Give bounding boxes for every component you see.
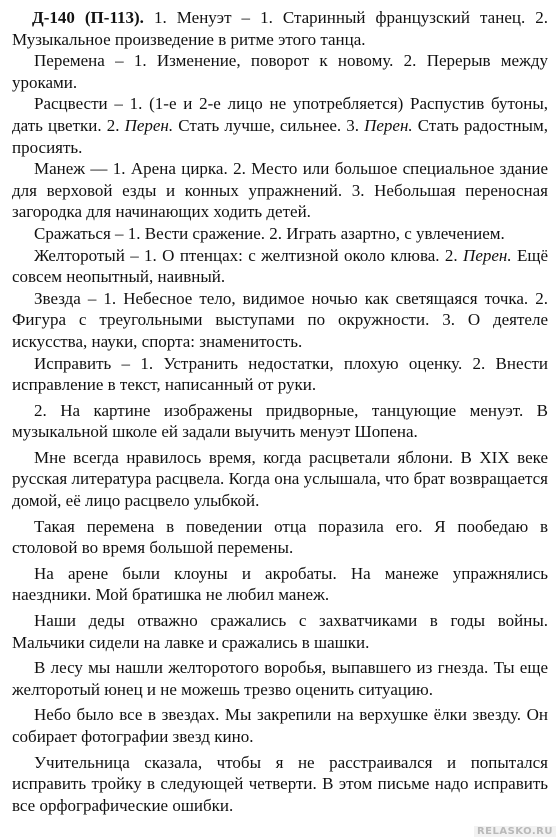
definition-entry-zheltorotyj <box>12 245 548 288</box>
example-paragraph-p2-7: Небо было все в звездах. Мы закрепили на верхушке ёлки звезду. Он собирает фотографии звезд кино. <box>12 705 548 746</box>
definition-entry-manezh <box>12 158 548 223</box>
definition-entry-peremena <box>12 50 548 93</box>
example-paragraph-p2-8: Учительница сказала, чтобы я не расстраивался и попытался исправить тройку в следующей четверти. В этом письме надо исправить все орфографические ошибки. <box>12 752 548 815</box>
definition-entry-menuet <box>12 7 548 50</box>
definition-entry-ispravit <box>12 353 548 396</box>
definition-text: Звезда – 1. Небесное тело, видимое ночью как светящаяся точка. 2. Фигура с треугольными выступами по окружности. 3. О деятеле искусства, науки, спорта: знаменитость. <box>12 288 548 351</box>
site-watermark: RELASKO.RU <box>474 826 556 837</box>
example-paragraph-p2-1: 2. На картине изображены придворные, танцующие менуэт. В музыкальной школе ей задали выучить менуэт Шопена. <box>12 400 548 442</box>
definition-text: 1. Менуэт – 1. Старинный французский танец. 2. Музыкальное произведение в ритме этого танца. <box>12 8 548 49</box>
dictionary-section <box>12 7 548 396</box>
example-paragraph-p2-3: Такая перемена в поведении отца поразила его. Я пообедаю в столовой во время большой перемены. <box>12 516 548 558</box>
example-paragraph-p2-4: На арене были клоуны и акробаты. На манеже упражнялись наездники. Мой братишка не любил манеж. <box>12 563 548 605</box>
definition-text: Исправить – 1. Устранить недостатки, плохую оценку. 2. Внести исправление в текст, написанный от руки. <box>12 353 548 395</box>
definition-text: Сражаться – 1. Вести сражение. 2. Играть азартно, с увлечением. <box>34 223 505 243</box>
example-paragraph-p2-6: В лесу мы нашли желторотого воробья, выпавшего из гнезда. Ты еще желторотый юнец и не можешь трезво оценить ситуацию. <box>12 658 548 699</box>
definition-text: Желторотый – 1. О птенцах: с желтизной около клюва. 2. <box>34 245 464 265</box>
definition-entry-srazhatsya <box>12 223 548 245</box>
figurative-mark: Перен. <box>463 245 512 265</box>
definition-entry-zvezda <box>12 288 548 353</box>
definition-text: Стать лучше, сильнее. 3. <box>173 115 365 135</box>
example-paragraph-p2-2: Мне всегда нравилось время, когда расцветали яблони. В XIX веке русская литература расцвела. Когда она услышала, что брат возвращается домой, её лицо расцвело улыбкой. <box>12 447 548 511</box>
figurative-mark: Перен. <box>124 115 174 135</box>
definition-text: Манеж — 1. Арена цирка. 2. Место или большое специальное здание для верховой езды и конных упражнений. 3. Небольшая переносная загородка для начинающих ходить детей. <box>12 159 548 222</box>
definition-text: Стать радостным, просиять. <box>12 115 548 157</box>
example-paragraph-p2-5: Наши деды отважно сражались с захватчиками в годы войны. Мальчики сидели на лавке и сражались в шашки. <box>12 611 548 652</box>
figurative-mark: Перен. <box>364 115 413 135</box>
sentences-section <box>12 400 548 817</box>
exercise-number: Д-140 (П-113). <box>32 8 144 27</box>
definition-text: Перемена – 1. Изменение, поворот к новому. 2. Перерыв между уроками. <box>12 51 548 92</box>
definition-entry-rascvesti <box>12 93 548 158</box>
definition-text: Ещё совсем неопытный, наивный. <box>12 245 548 287</box>
definition-text: Расцвести – 1. (1-е и 2-е лицо не употребляется) Распустив бутоны, дать цветки. 2. <box>12 94 548 135</box>
